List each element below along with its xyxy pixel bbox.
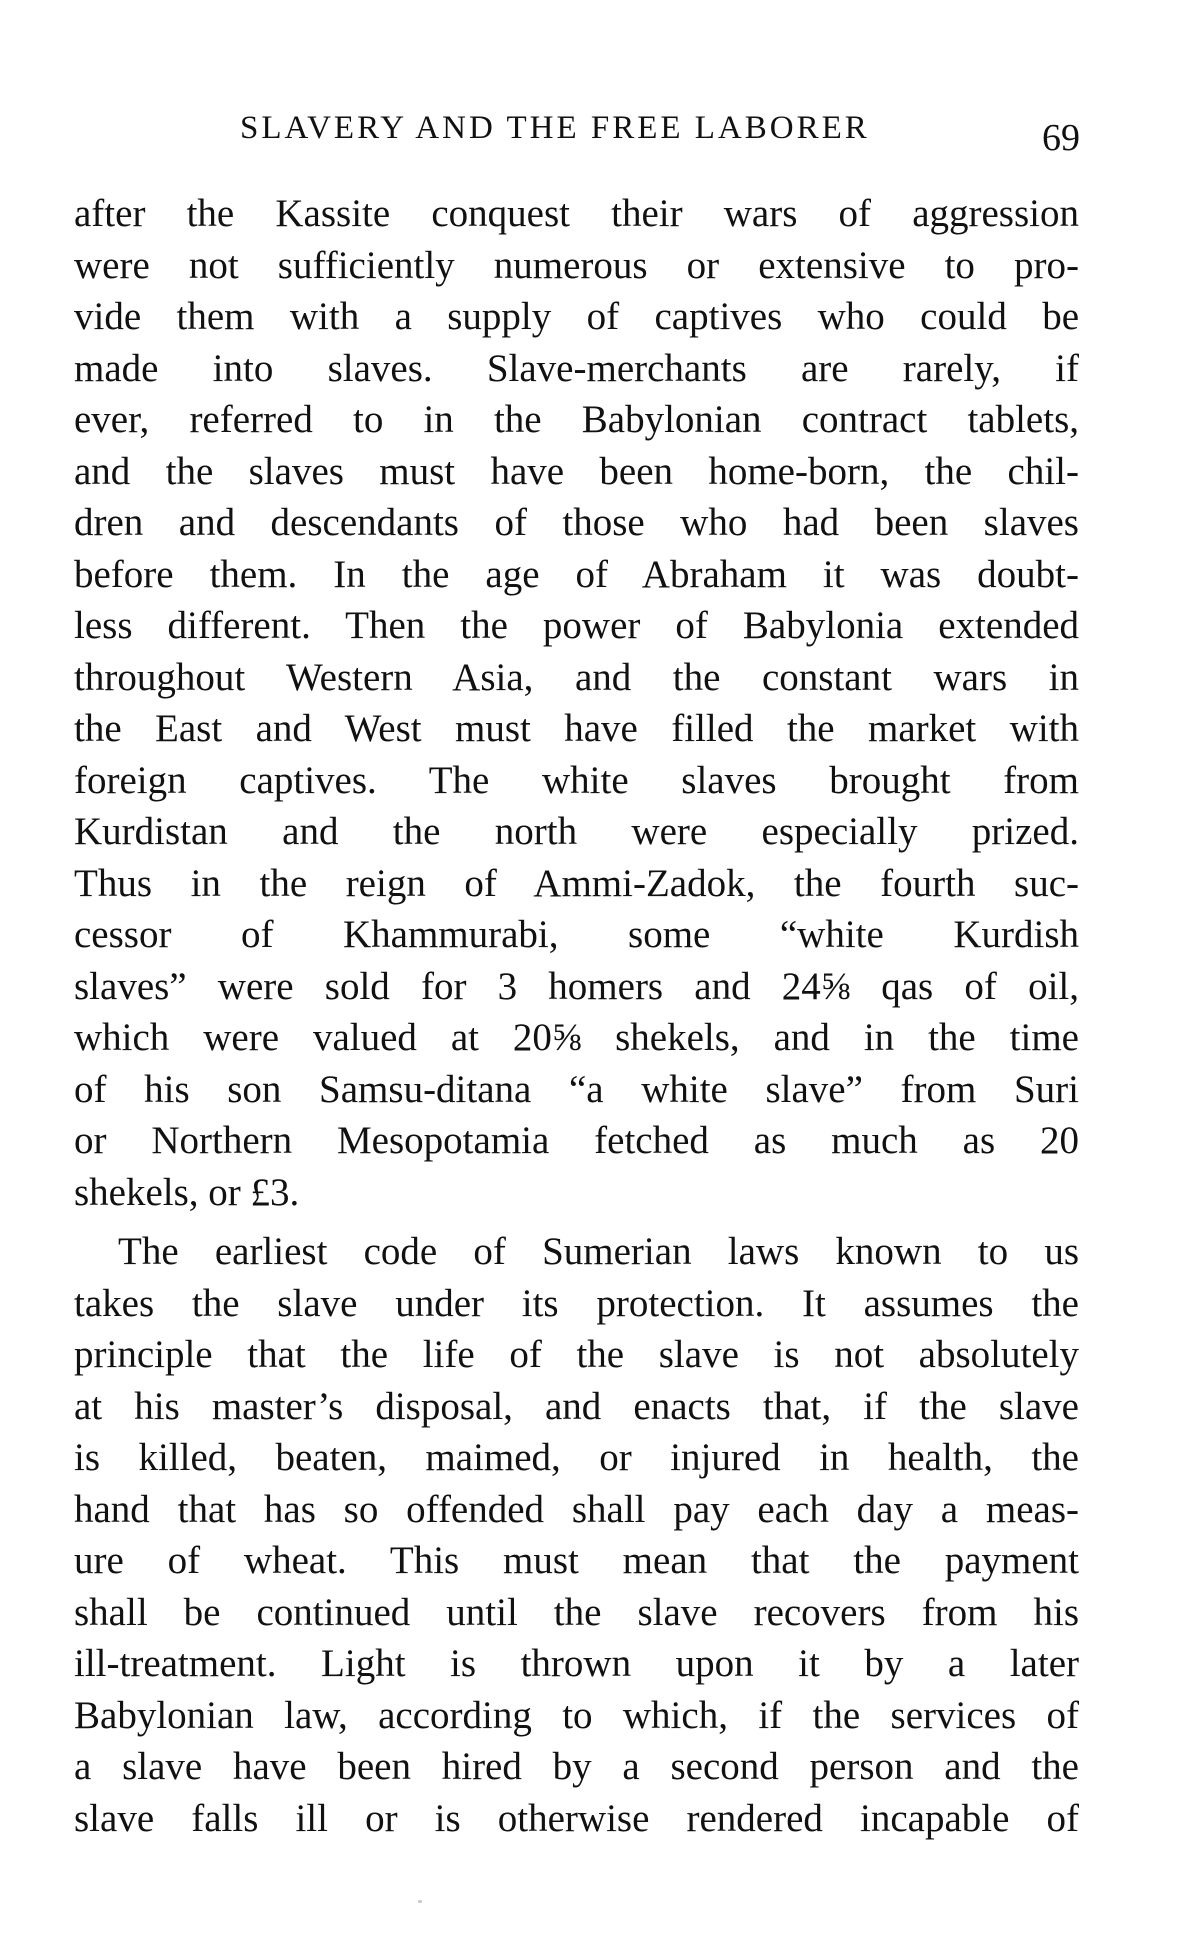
text-line: less different. Then the power of Babylonia extended xyxy=(74,604,1079,647)
text-line: ure of wheat. This must mean that the payment xyxy=(74,1539,1079,1582)
text-line: slave falls ill or is otherwise rendered incapable of xyxy=(74,1796,1079,1840)
text-line: were not sufficiently numerous or extensive to pro- xyxy=(74,243,1079,287)
text-line: Thus in the reign of Ammi-Zadok, the fourth suc- xyxy=(74,861,1079,905)
text-line: Babylonian law, according to which, if the services of xyxy=(74,1693,1079,1737)
print-speck xyxy=(418,1900,422,1903)
text-line: cessor of Khammurabi, some “white Kurdish xyxy=(74,913,1079,956)
text-line: hand that has so offended shall pay each day a meas- xyxy=(74,1487,1079,1531)
text-line: principle that the life of the slave is not absolutely xyxy=(74,1333,1079,1376)
text-line: before them. In the age of Abraham it was doubt- xyxy=(74,552,1079,596)
text-line: or Northern Mesopotamia fetched as much as 20 xyxy=(74,1119,1079,1162)
text-line: ill-treatment. Light is thrown upon it by a later xyxy=(74,1642,1079,1685)
text-line: is killed, beaten, maimed, or injured in health, the xyxy=(74,1436,1079,1479)
text-line: vide them with a supply of captives who could be xyxy=(74,295,1079,338)
paragraph-1 xyxy=(74,188,1079,1218)
text-line: which were valued at 20⅝ shekels, and in the time xyxy=(74,1016,1079,1059)
text-line: foreign captives. The white slaves brought from xyxy=(74,758,1079,802)
text-line: shekels, or £3. xyxy=(74,1170,300,1214)
text-line: takes the slave under its protection. It assumes the xyxy=(74,1281,1079,1325)
running-head: SLAVERY AND THE FREE LABORER xyxy=(240,110,870,146)
text-line: the East and West must have filled the market with xyxy=(74,707,1079,750)
page-header xyxy=(240,102,1080,162)
text-line: after the Kassite conquest their wars of aggression xyxy=(74,192,1079,235)
text-line: at his master’s disposal, and enacts that, if the slave xyxy=(74,1384,1079,1428)
text-line: and the slaves must have been home-born, the chil- xyxy=(74,449,1079,493)
text-line: throughout Western Asia, and the constant wars in xyxy=(74,655,1079,699)
page-number: 69 xyxy=(1042,117,1080,159)
text-line: ever, referred to in the Babylonian contract tablets, xyxy=(74,398,1079,441)
text-line: Kurdistan and the north were especially prized. xyxy=(74,810,1079,853)
text-line: dren and descendants of those who had been slaves xyxy=(74,501,1079,544)
paragraph-2 xyxy=(74,1226,1079,1844)
text-line: The earliest code of Sumerian laws known to us xyxy=(118,1230,1079,1273)
text-line: slaves” were sold for 3 homers and 24⅝ qas of oil, xyxy=(74,964,1079,1008)
text-line: made into slaves. Slave-merchants are rarely, if xyxy=(74,346,1079,390)
body-text xyxy=(74,188,1079,1844)
text-line: a slave have been hired by a second person and the xyxy=(74,1745,1079,1788)
text-line: of his son Samsu-ditana “a white slave” from Suri xyxy=(74,1067,1079,1111)
text-line: shall be continued until the slave recovers from his xyxy=(74,1590,1079,1634)
